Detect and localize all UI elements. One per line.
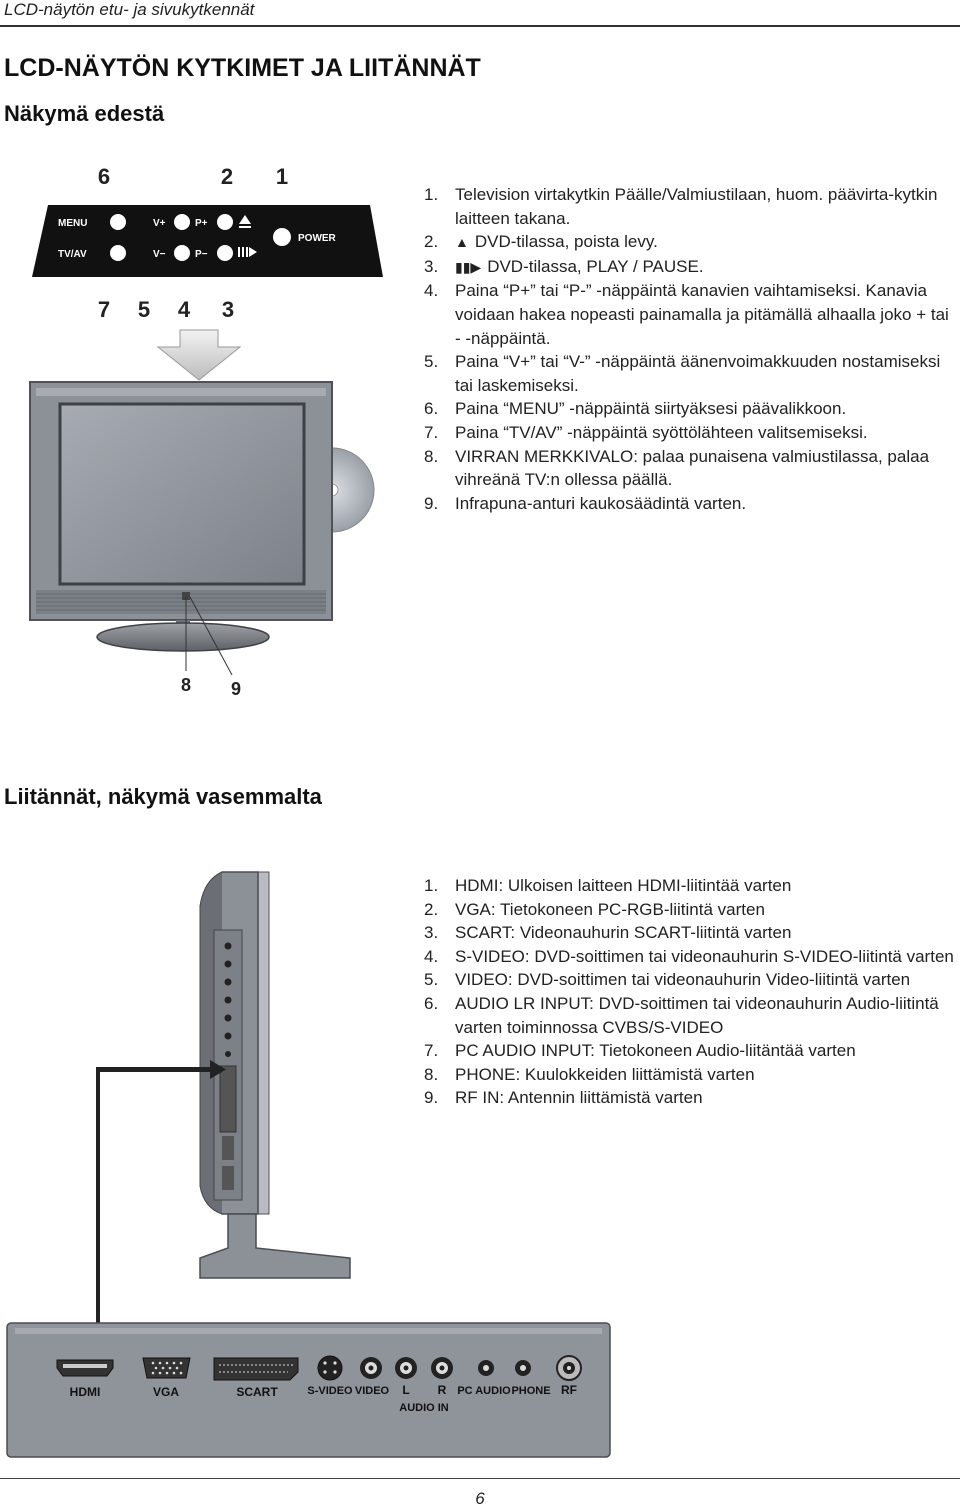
list-item: 6. Paina “MENU” -näppäintä siirtyäksesi päävalikkoon. xyxy=(424,399,847,419)
list-item: 2. ▲ DVD-tilassa, poista levy. xyxy=(424,232,658,252)
rf-label: RF xyxy=(561,1383,577,1397)
list-item: 3. ▮▮▶ DVD-tilassa, PLAY / PAUSE. xyxy=(424,256,704,276)
callout-9: 9 xyxy=(230,679,242,699)
vga-label: VGA xyxy=(152,1385,180,1399)
section-title-left: Liitännät, näkymä vasemmalta xyxy=(4,784,322,809)
audio-l-label: L xyxy=(402,1383,410,1397)
callout-2: 2 xyxy=(220,164,234,189)
hdmi-label: HDMI xyxy=(69,1385,101,1399)
scart-port-icon xyxy=(214,1358,298,1380)
pc-audio-label: PC AUDIO xyxy=(457,1385,511,1397)
list-item: 5. VIDEO: DVD-soittimen tai videonauhurin Video-liitintä varten xyxy=(424,970,911,990)
vminus-label: V− xyxy=(153,249,166,260)
pplus-label: P+ xyxy=(195,218,208,229)
list-item: 8. PHONE: Kuulokkeiden liittämistä varten xyxy=(424,1064,755,1084)
front-controls-list xyxy=(424,183,956,515)
svideo-label: S-VIDEO xyxy=(307,1385,353,1397)
svideo-port-icon xyxy=(318,1356,342,1380)
list-item: 9. RF IN: Antennin liittämistä varten xyxy=(424,1088,703,1108)
menu-button xyxy=(110,214,126,230)
list-item: 9. Infrapuna-anturi kaukosäädintä varten. xyxy=(424,493,747,513)
pointer-line xyxy=(96,1067,212,1324)
audio-in-label: AUDIO IN xyxy=(399,1402,449,1414)
list-item: 2. VGA: Tietokoneen PC-RGB-liitintä varten xyxy=(424,899,765,919)
left-connectors-list xyxy=(424,874,956,1110)
audio-r-label: R xyxy=(437,1383,447,1397)
list-item: 5. Paina “V+” tai “V-” -näppäintä äänenvoimakkuuden nostamiseksi tai laskemiseksi. xyxy=(424,352,941,395)
page-number: 6 xyxy=(475,1489,485,1508)
tv-side-stand xyxy=(200,1214,350,1278)
footer-divider xyxy=(0,1478,960,1479)
section-title-front: Näkymä edestä xyxy=(4,101,165,126)
phone-label: PHONE xyxy=(511,1385,551,1397)
list-item: 1. HDMI: Ulkoisen laitteen HDMI-liitintää varten xyxy=(424,876,792,895)
tvav-label: TV/AV xyxy=(58,249,87,260)
callout-1: 1 xyxy=(275,164,289,189)
power-button xyxy=(273,228,291,246)
list-item: 4. Paina “P+” tai “P-” -näppäintä kanavien vaihtamiseksi. Kanavia voidaan hakea nopeasti painamalla ja pitämällä alhaalla joko + tai - -näppäintä. xyxy=(424,281,949,348)
scart-label: SCART xyxy=(236,1385,278,1399)
list-item: 7. PC AUDIO INPUT: Tietokoneen Audio-liitäntää varten xyxy=(424,1041,856,1061)
pminus-label: P− xyxy=(195,249,208,260)
callout-8: 8 xyxy=(180,675,192,695)
vplus-button xyxy=(174,214,190,230)
page-title: LCD-NÄYTÖN KYTKIMET JA LIITÄNNÄT xyxy=(4,54,481,82)
list-item: 1. Television virtakytkin Päälle/Valmiustilaan, huom. päävirta-kytkin laitteen takana. xyxy=(424,185,938,228)
tv-stand-base xyxy=(97,623,269,651)
list-item: 4. S-VIDEO: DVD-soittimen tai videonauhurin S-VIDEO-liitintä varten xyxy=(424,946,954,966)
callout-7: 7 xyxy=(97,297,111,322)
control-panel-diagram xyxy=(32,164,383,380)
down-arrow-icon xyxy=(158,330,240,380)
tv-side-diagram xyxy=(96,872,350,1324)
menu-label: MENU xyxy=(58,218,88,229)
list-item: 3. SCART: Videonauhurin SCART-liitintä varten xyxy=(424,923,792,943)
list-item: 7. Paina “TV/AV” -näppäintä syöttölähteen valitsemiseksi. xyxy=(424,422,868,442)
side-scart-port xyxy=(220,1066,236,1132)
callout-4: 4 xyxy=(177,297,191,322)
tv-front-diagram xyxy=(30,382,374,699)
tv-screen xyxy=(60,404,304,584)
pplus-button xyxy=(217,214,233,230)
list-item: 6. AUDIO LR INPUT: DVD-soittimen tai videonauhurin Audio-liitintä varten toiminnossa CVBS/S-VIDEO xyxy=(424,993,939,1037)
pminus-button xyxy=(217,245,233,261)
vplus-label: V+ xyxy=(153,218,166,229)
vga-port-icon xyxy=(143,1358,190,1378)
power-label: POWER xyxy=(298,233,336,244)
callout-5: 5 xyxy=(137,297,151,322)
eject-icon: ▲ xyxy=(455,234,469,251)
connector-panel-diagram xyxy=(7,1323,610,1457)
callout-6: 6 xyxy=(97,164,111,189)
callout-3: 3 xyxy=(221,297,235,322)
video-label: VIDEO xyxy=(354,1385,390,1397)
play-pause-icon: ▮▮▶ xyxy=(455,258,482,275)
page-header-title: LCD-näytön etu- ja sivukytkennät xyxy=(4,0,255,19)
tvav-button xyxy=(110,245,126,261)
vminus-button xyxy=(174,245,190,261)
list-item: 8. VIRRAN MERKKIVALO: palaa punaisena valmiustilassa, palaa vihreänä TV:n ollessa päällä. xyxy=(424,446,930,490)
